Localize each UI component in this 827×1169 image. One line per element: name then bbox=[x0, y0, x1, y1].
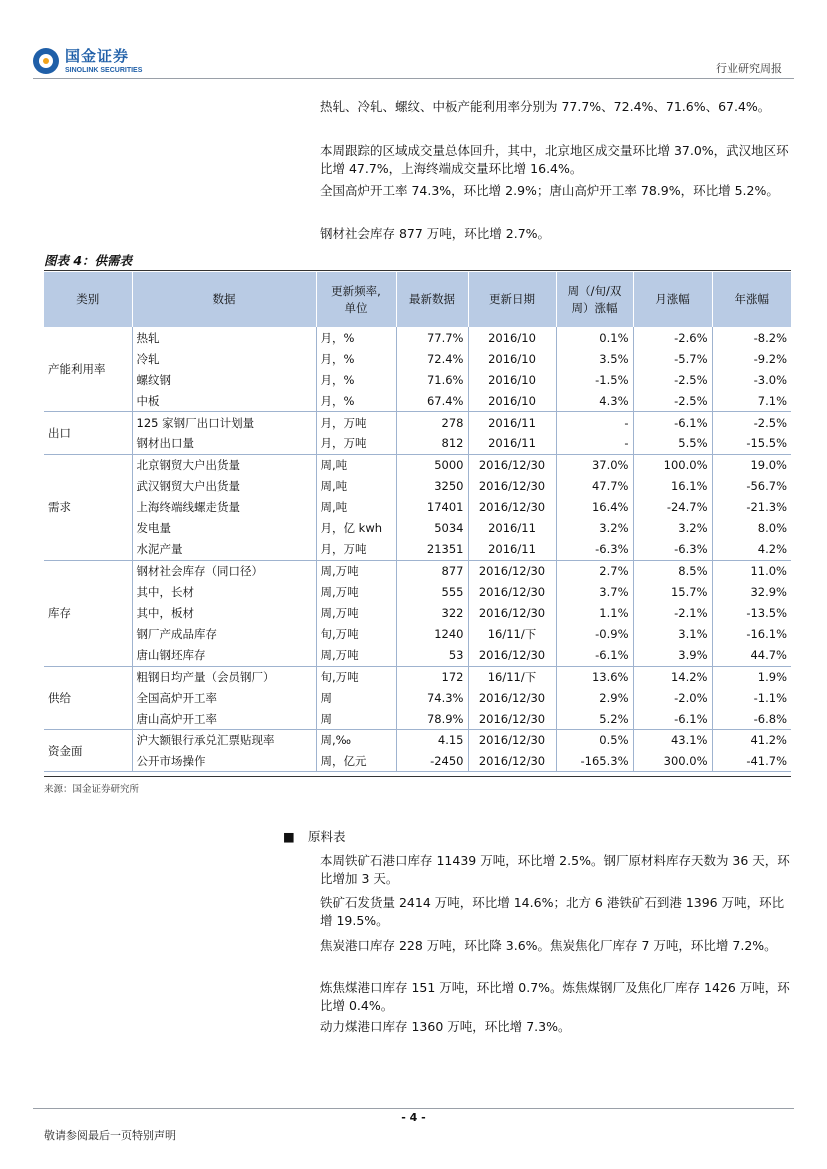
table-cell: 4.3% bbox=[556, 391, 633, 412]
table-cell: -16.1% bbox=[712, 624, 791, 645]
table-cell: 唐山钢坯库存 bbox=[132, 645, 316, 666]
table-cell: 37.0% bbox=[556, 454, 633, 475]
table-cell: 67.4% bbox=[396, 391, 468, 412]
table-cell: 7.1% bbox=[712, 391, 791, 412]
table-cell: 15.7% bbox=[633, 581, 712, 602]
paragraph-blast-furnace: 全国高炉开工率 74.3%，环比增 2.9%；唐山高炉开工率 78.9%，环比增 5.2%。 bbox=[320, 183, 779, 198]
paragraph-coking-coal: 炼焦煤港口库存 151 万吨，环比增 0.7%。炼焦煤钢厂及焦化厂库存 1426 万吨，环比增 0.4%。 bbox=[320, 980, 790, 1013]
table-cell: 322 bbox=[396, 602, 468, 623]
paragraph-iron-ore-shipment: 铁矿石发货量 2414 万吨，环比增 14.6%；北方 6 港铁矿石到港 1396 万吨，环比增 19.5%。 bbox=[320, 895, 785, 928]
paragraph-thermal-coal: 动力煤港口库存 1360 万吨，环比增 7.3%。 bbox=[320, 1019, 571, 1034]
table-cell: 100.0% bbox=[633, 454, 712, 475]
table-cell: -13.5% bbox=[712, 602, 791, 623]
table-cell: 300.0% bbox=[633, 751, 712, 772]
table-cell: 16/11/下 bbox=[468, 666, 556, 687]
table-cell: 月，万吨 bbox=[316, 433, 396, 454]
category-cell: 资金面 bbox=[44, 730, 132, 772]
table-cell: 2.7% bbox=[556, 560, 633, 581]
table-cell: 唐山高炉开工率 bbox=[132, 708, 316, 729]
table-cell: 172 bbox=[396, 666, 468, 687]
table-cell: 2016/12/30 bbox=[468, 581, 556, 602]
table-cell: 3.2% bbox=[556, 518, 633, 539]
table-cell: -3.0% bbox=[712, 369, 791, 390]
table-cell: -1.1% bbox=[712, 687, 791, 708]
table-cell: 877 bbox=[396, 560, 468, 581]
table-cell: 16.1% bbox=[633, 475, 712, 496]
table-cell: 发电量 bbox=[132, 518, 316, 539]
figure-bottom-rule bbox=[44, 776, 791, 777]
table-row bbox=[44, 751, 791, 772]
table-cell: -2450 bbox=[396, 751, 468, 772]
table-cell: 19.0% bbox=[712, 454, 791, 475]
table-cell: 2016/12/30 bbox=[468, 454, 556, 475]
table-cell: -2.6% bbox=[633, 327, 712, 348]
table-cell: 3.9% bbox=[633, 645, 712, 666]
table-cell: 其中，板材 bbox=[132, 602, 316, 623]
table-row bbox=[44, 369, 791, 390]
table-cell: 月，% bbox=[316, 348, 396, 369]
table-cell: 13.6% bbox=[556, 666, 633, 687]
table-cell: 2016/12/30 bbox=[468, 708, 556, 729]
table-cell: -2.1% bbox=[633, 602, 712, 623]
table-row bbox=[44, 475, 791, 496]
table-cell: -21.3% bbox=[712, 497, 791, 518]
category-cell: 库存 bbox=[44, 560, 132, 666]
table-cell: 冷轧 bbox=[132, 348, 316, 369]
table-cell: 5.2% bbox=[556, 708, 633, 729]
table-cell: 螺纹钢 bbox=[132, 369, 316, 390]
figure-source: 来源：国金证券研究所 bbox=[44, 784, 140, 795]
table-cell: -6.3% bbox=[633, 539, 712, 560]
table-row bbox=[44, 624, 791, 645]
table-cell: 53 bbox=[396, 645, 468, 666]
table-cell: 月，亿 kwh bbox=[316, 518, 396, 539]
col-header-yearly-change: 年涨幅 bbox=[712, 272, 791, 327]
table-cell: 2016/12/30 bbox=[468, 730, 556, 751]
table-cell: 钢材出口量 bbox=[132, 433, 316, 454]
table-cell: -2.5% bbox=[633, 391, 712, 412]
table-cell: -8.2% bbox=[712, 327, 791, 348]
col-header-data: 数据 bbox=[132, 272, 316, 327]
footer-disclaimer: 敬请参阅最后一页特别声明 bbox=[44, 1129, 176, 1142]
table-cell: 周,‰ bbox=[316, 730, 396, 751]
category-cell: 需求 bbox=[44, 454, 132, 560]
category-cell: 供给 bbox=[44, 666, 132, 730]
table-cell: 中板 bbox=[132, 391, 316, 412]
table-cell: 41.2% bbox=[712, 730, 791, 751]
table-row bbox=[44, 645, 791, 666]
table-cell: -1.5% bbox=[556, 369, 633, 390]
table-row bbox=[44, 687, 791, 708]
table-cell: -6.8% bbox=[712, 708, 791, 729]
figure-top-rule bbox=[44, 270, 791, 271]
table-cell: 8.5% bbox=[633, 560, 712, 581]
table-cell: 17401 bbox=[396, 497, 468, 518]
table-cell: 74.3% bbox=[396, 687, 468, 708]
logo-text-en: SINOLINK SECURITIES bbox=[65, 66, 143, 74]
table-row bbox=[44, 433, 791, 454]
table-cell: 3.2% bbox=[633, 518, 712, 539]
table-cell: 2016/11 bbox=[468, 518, 556, 539]
table-cell: 125 家钢厂出口计划量 bbox=[132, 412, 316, 433]
table-cell: 47.7% bbox=[556, 475, 633, 496]
table-row bbox=[44, 327, 791, 348]
col-header-latest: 最新数据 bbox=[396, 272, 468, 327]
col-header-weekly-change: 周（/旬/双 周）涨幅 bbox=[556, 272, 633, 327]
table-cell: -24.7% bbox=[633, 497, 712, 518]
table-cell: 2016/12/30 bbox=[468, 497, 556, 518]
table-cell: 周,吨 bbox=[316, 497, 396, 518]
table-cell: 2.9% bbox=[556, 687, 633, 708]
table-cell: 72.4% bbox=[396, 348, 468, 369]
paragraph-capacity: 热轧、冷轧、螺纹、中板产能利用率分别为 77.7%、72.4%、71.6%、67.4%。 bbox=[320, 99, 771, 114]
company-logo bbox=[33, 48, 142, 74]
table-cell: 3.7% bbox=[556, 581, 633, 602]
table-row bbox=[44, 454, 791, 475]
table-cell: 周,吨 bbox=[316, 475, 396, 496]
paragraph-iron-ore-stock: 本周铁矿石港口库存 11439 万吨，环比增 2.5%。钢厂原材料库存天数为 36 天，环比增加 3 天。 bbox=[320, 853, 790, 886]
table-cell: 月，% bbox=[316, 391, 396, 412]
paragraph-coke-stock: 焦炭港口库存 228 万吨，环比降 3.6%。焦炭焦化厂库存 7 万吨，环比增 7.2%。 bbox=[320, 938, 777, 953]
table-cell: 4.2% bbox=[712, 539, 791, 560]
report-type: 行业研究周报 bbox=[716, 62, 782, 75]
table-row bbox=[44, 730, 791, 751]
table-cell: 热轧 bbox=[132, 327, 316, 348]
table-cell: -2.5% bbox=[633, 369, 712, 390]
table-row bbox=[44, 666, 791, 687]
category-cell: 产能利用率 bbox=[44, 327, 132, 412]
table-cell: -6.1% bbox=[633, 412, 712, 433]
section-heading: 原料表 bbox=[308, 829, 346, 844]
table-cell: 2016/12/30 bbox=[468, 560, 556, 581]
table-cell: 2016/12/30 bbox=[468, 645, 556, 666]
table-cell: 32.9% bbox=[712, 581, 791, 602]
col-header-monthly-change: 月涨幅 bbox=[633, 272, 712, 327]
table-cell: 沪大额银行承兑汇票贴现率 bbox=[132, 730, 316, 751]
table-row bbox=[44, 581, 791, 602]
table-cell: -6.3% bbox=[556, 539, 633, 560]
table-row bbox=[44, 497, 791, 518]
table-cell: 3.1% bbox=[633, 624, 712, 645]
supply-demand-table bbox=[44, 272, 791, 772]
table-cell: 0.5% bbox=[556, 730, 633, 751]
category-cell: 出口 bbox=[44, 412, 132, 454]
table-cell: 月，万吨 bbox=[316, 412, 396, 433]
table-cell: 2016/10 bbox=[468, 348, 556, 369]
table-cell: 4.15 bbox=[396, 730, 468, 751]
table-cell: 5000 bbox=[396, 454, 468, 475]
table-cell: - bbox=[556, 412, 633, 433]
table-cell: 1240 bbox=[396, 624, 468, 645]
table-cell: -2.0% bbox=[633, 687, 712, 708]
table-row bbox=[44, 708, 791, 729]
table-cell: 月，% bbox=[316, 369, 396, 390]
table-cell: -5.7% bbox=[633, 348, 712, 369]
table-cell: 月，万吨 bbox=[316, 539, 396, 560]
table-cell: 44.7% bbox=[712, 645, 791, 666]
paragraph-volume: 本周跟踪的区域成交量总体回升，其中，北京地区成交量环比增 37.0%，武汉地区环比增 47.7%，上海终端成交量环比增 16.4%。 bbox=[320, 143, 789, 176]
table-cell: 周,万吨 bbox=[316, 581, 396, 602]
table-cell: 14.2% bbox=[633, 666, 712, 687]
col-header-frequency: 更新频率, 单位 bbox=[316, 272, 396, 327]
table-cell: 21351 bbox=[396, 539, 468, 560]
table-cell: -15.5% bbox=[712, 433, 791, 454]
table-cell: 武汉钢贸大户出货量 bbox=[132, 475, 316, 496]
bullet-icon: ■ bbox=[283, 829, 295, 844]
table-cell: 11.0% bbox=[712, 560, 791, 581]
table-cell: 2016/12/30 bbox=[468, 602, 556, 623]
table-cell: 3250 bbox=[396, 475, 468, 496]
table-cell: 555 bbox=[396, 581, 468, 602]
table-cell: 3.5% bbox=[556, 348, 633, 369]
table-row bbox=[44, 518, 791, 539]
table-cell: -6.1% bbox=[556, 645, 633, 666]
table-cell: 水泥产量 bbox=[132, 539, 316, 560]
table-row bbox=[44, 539, 791, 560]
table-header-row bbox=[44, 272, 791, 327]
table-cell: 粗钢日均产量（会员钢厂） bbox=[132, 666, 316, 687]
table-cell: 周 bbox=[316, 708, 396, 729]
table-cell: 钢材社会库存（同口径） bbox=[132, 560, 316, 581]
col-header-date: 更新日期 bbox=[468, 272, 556, 327]
table-cell: 5034 bbox=[396, 518, 468, 539]
table-cell: 2016/11 bbox=[468, 433, 556, 454]
table-cell: 1.1% bbox=[556, 602, 633, 623]
table-cell: 5.5% bbox=[633, 433, 712, 454]
logo-icon bbox=[33, 48, 59, 74]
col-header-category: 类别 bbox=[44, 272, 132, 327]
table-cell: 16/11/下 bbox=[468, 624, 556, 645]
table-cell: -41.7% bbox=[712, 751, 791, 772]
table-cell: 2016/11 bbox=[468, 539, 556, 560]
table-cell: 278 bbox=[396, 412, 468, 433]
table-cell: 周,万吨 bbox=[316, 560, 396, 581]
table-cell: -165.3% bbox=[556, 751, 633, 772]
logo-text-cn: 国金证券 bbox=[65, 46, 130, 65]
table-cell: 78.9% bbox=[396, 708, 468, 729]
page-number: - 4 - bbox=[401, 1111, 426, 1124]
table-cell: 周,万吨 bbox=[316, 602, 396, 623]
table-cell: -2.5% bbox=[712, 412, 791, 433]
table-cell: - bbox=[556, 433, 633, 454]
table-cell: -0.9% bbox=[556, 624, 633, 645]
header-divider bbox=[33, 78, 794, 79]
table-cell: 2016/12/30 bbox=[468, 687, 556, 708]
table-row bbox=[44, 391, 791, 412]
table-cell: 全国高炉开工率 bbox=[132, 687, 316, 708]
table-cell: 2016/12/30 bbox=[468, 475, 556, 496]
footer-divider bbox=[33, 1108, 794, 1109]
table-cell: 周,吨 bbox=[316, 454, 396, 475]
table-cell: 71.6% bbox=[396, 369, 468, 390]
table-cell: 2016/11 bbox=[468, 412, 556, 433]
table-cell: 周 bbox=[316, 687, 396, 708]
table-cell: -9.2% bbox=[712, 348, 791, 369]
table-cell: 月，% bbox=[316, 327, 396, 348]
table-cell: 北京钢贸大户出货量 bbox=[132, 454, 316, 475]
table-cell: 812 bbox=[396, 433, 468, 454]
table-cell: 1.9% bbox=[712, 666, 791, 687]
table-cell: 上海终端线螺走货量 bbox=[132, 497, 316, 518]
table-cell: 43.1% bbox=[633, 730, 712, 751]
table-row bbox=[44, 348, 791, 369]
table-cell: 16.4% bbox=[556, 497, 633, 518]
table-cell: 2016/12/30 bbox=[468, 751, 556, 772]
paragraph-inventory: 钢材社会库存 877 万吨，环比增 2.7%。 bbox=[320, 226, 551, 241]
table-cell: 周,万吨 bbox=[316, 645, 396, 666]
table-cell: 旬,万吨 bbox=[316, 666, 396, 687]
table-cell: 77.7% bbox=[396, 327, 468, 348]
table-cell: 旬,万吨 bbox=[316, 624, 396, 645]
table-cell: 其中，长材 bbox=[132, 581, 316, 602]
table-cell: 8.0% bbox=[712, 518, 791, 539]
table-row bbox=[44, 602, 791, 623]
table-cell: 钢厂产成品库存 bbox=[132, 624, 316, 645]
table-cell: -56.7% bbox=[712, 475, 791, 496]
table-cell: -6.1% bbox=[633, 708, 712, 729]
table-cell: 0.1% bbox=[556, 327, 633, 348]
figure-title: 图表 4：供需表 bbox=[44, 253, 133, 268]
table-cell: 公开市场操作 bbox=[132, 751, 316, 772]
table-row bbox=[44, 560, 791, 581]
table-cell: 周，亿元 bbox=[316, 751, 396, 772]
table-cell: 2016/10 bbox=[468, 327, 556, 348]
table-cell: 2016/10 bbox=[468, 391, 556, 412]
table-row bbox=[44, 412, 791, 433]
table-cell: 2016/10 bbox=[468, 369, 556, 390]
